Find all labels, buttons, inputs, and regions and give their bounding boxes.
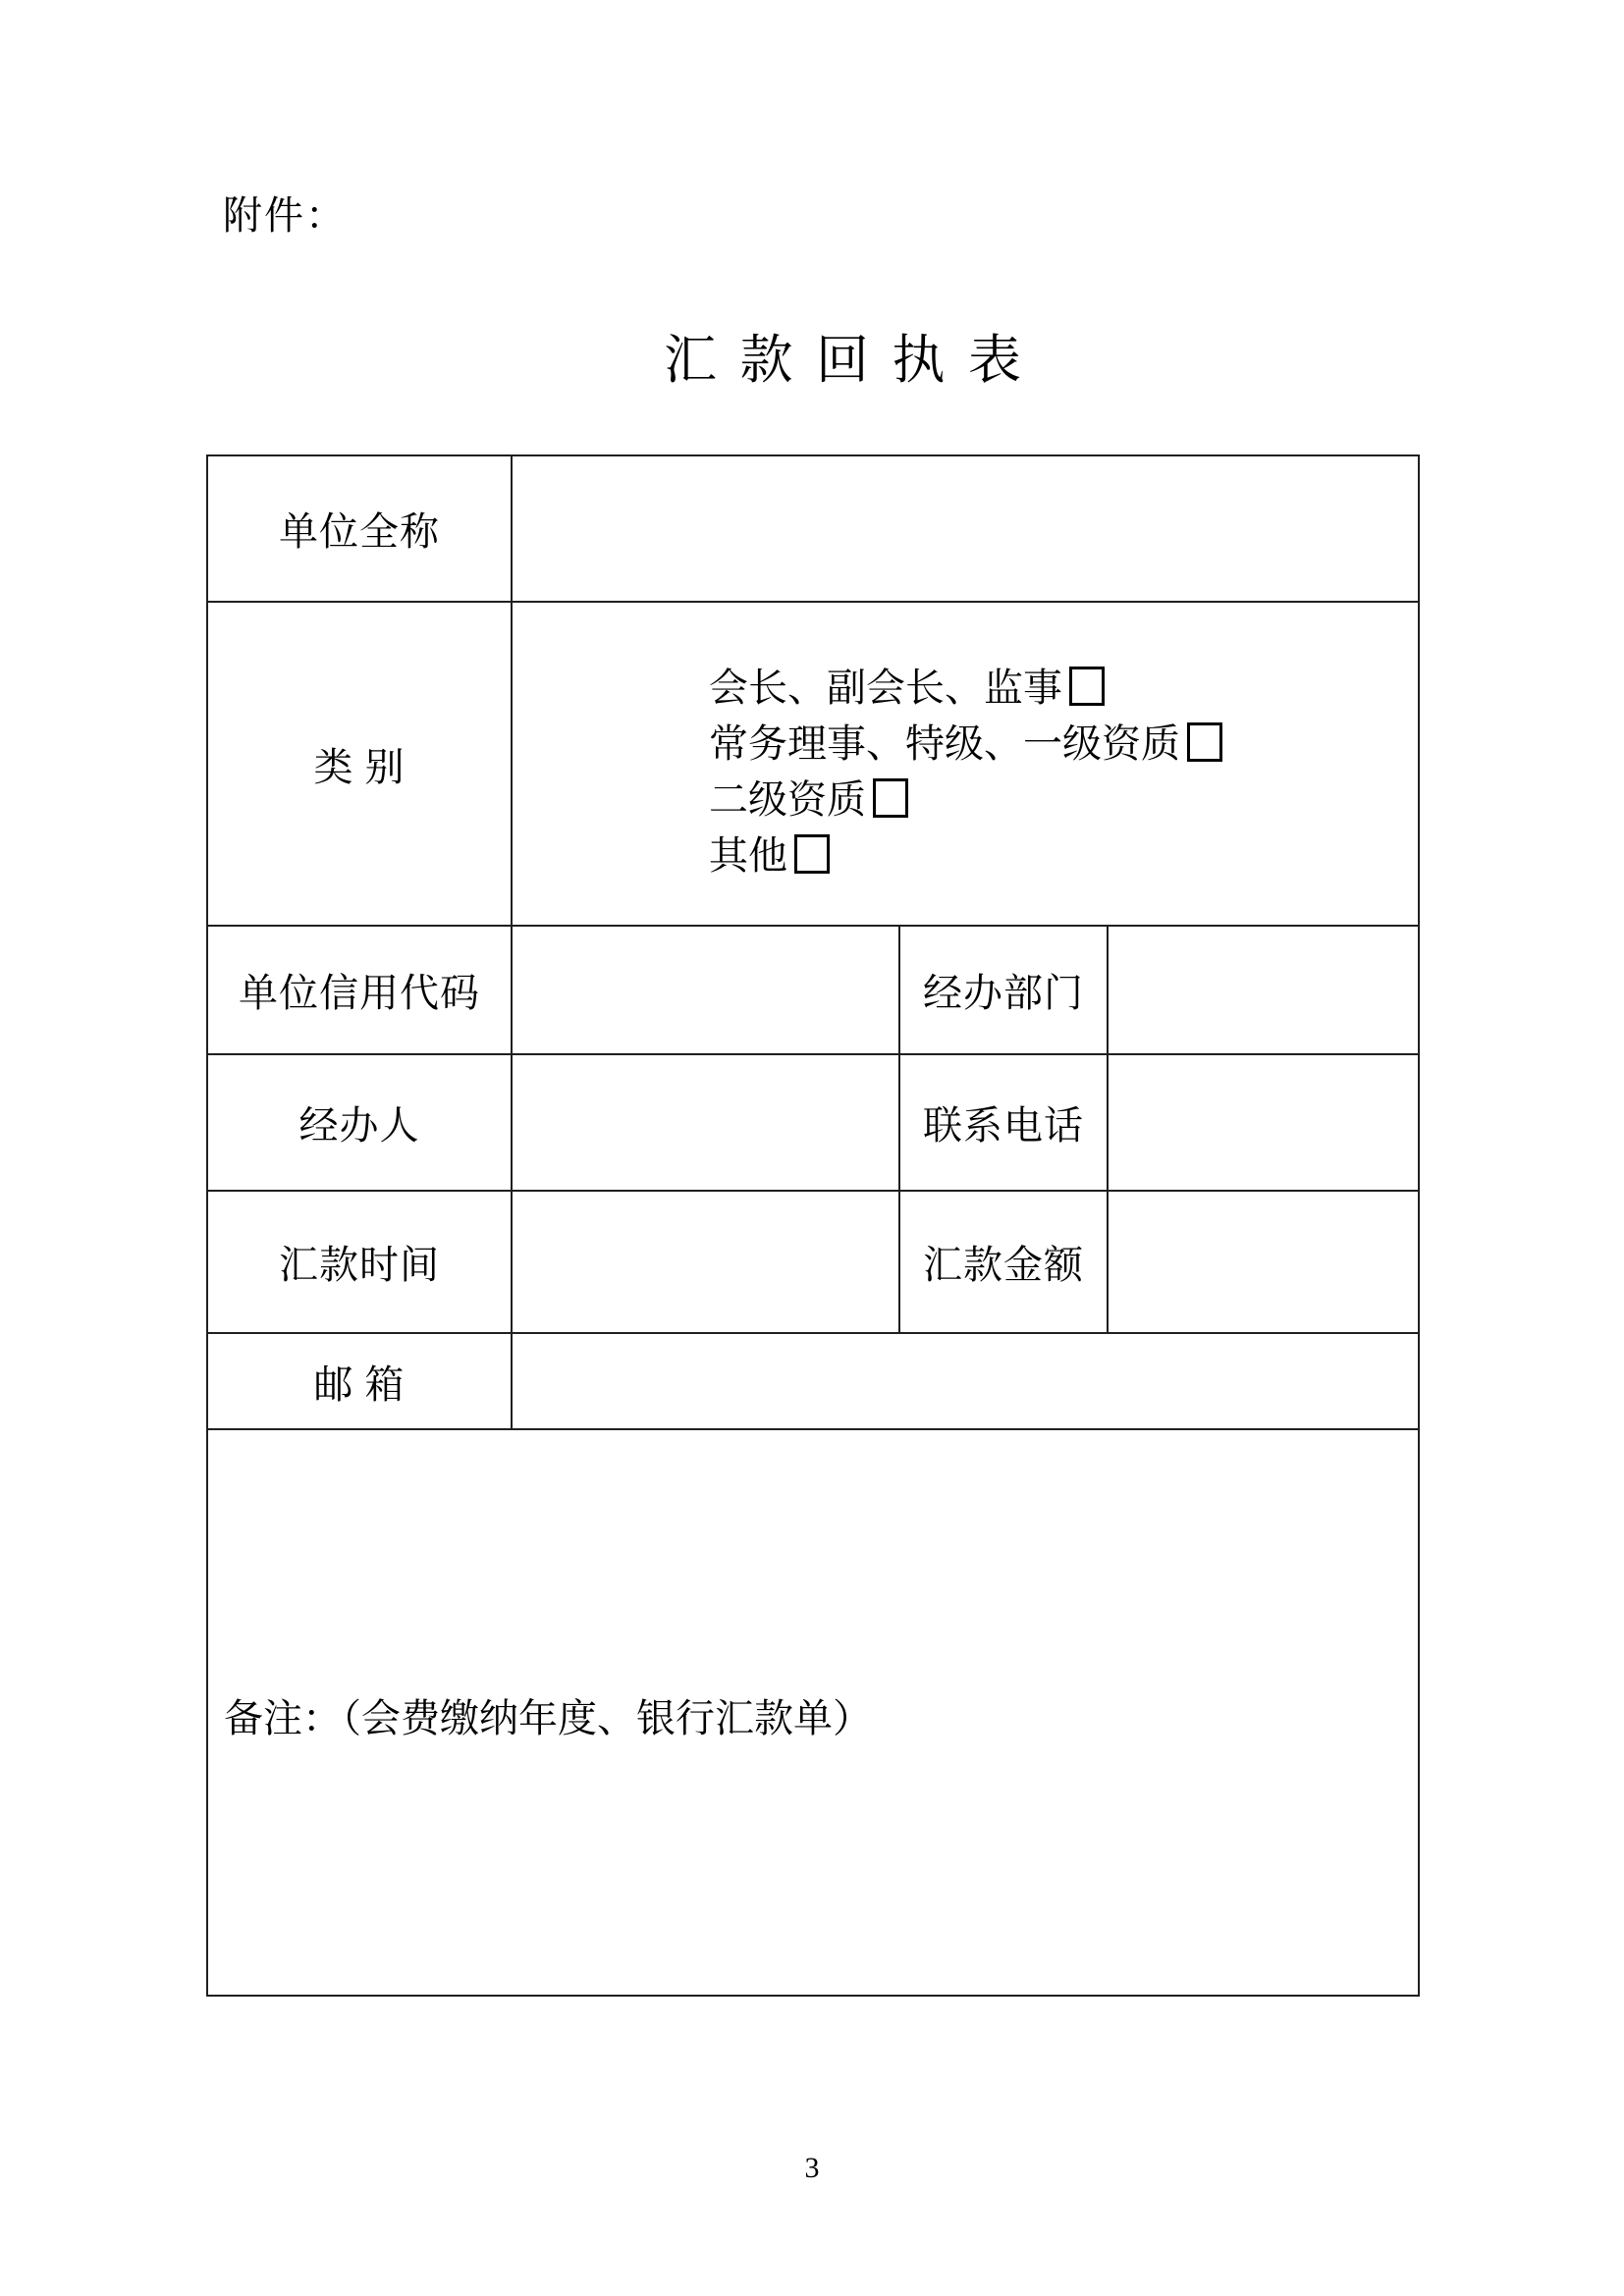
category-option-4-label: 其他 [709,833,787,878]
checkbox-icon[interactable] [794,834,830,874]
handler-label: 经办人 [207,1054,512,1191]
checkbox-icon[interactable] [873,778,908,818]
category-label: 类 别 [207,602,512,926]
table-row [207,1191,1419,1333]
credit-code-value-cell[interactable] [512,926,899,1054]
table-row [207,1054,1419,1191]
remit-time-value-cell[interactable] [512,1191,899,1333]
remit-amount-label: 汇款金额 [899,1191,1108,1333]
remarks-label: 备注：（会费缴纳年度、银行汇款单） [224,1695,872,1740]
attachment-label: 附件： [223,193,347,238]
page-title: 汇 款 回 执 表 [664,331,1026,390]
handling-dept-value-cell[interactable] [1108,926,1419,1054]
checkbox-icon[interactable] [1187,722,1222,762]
table-row [207,602,1419,926]
remarks-cell[interactable] [207,1429,1419,1996]
remit-time-label: 汇款时间 [207,1191,512,1333]
email-label: 邮 箱 [207,1333,512,1429]
credit-code-label: 单位信用代码 [207,926,512,1054]
category-option-3 [709,772,1398,828]
table-row [207,1429,1419,1996]
phone-value-cell[interactable] [1108,1054,1419,1191]
email-value-cell[interactable] [512,1333,1419,1429]
category-option-2-label: 常务理事、特级、一级资质 [709,721,1180,766]
category-option-2 [709,716,1398,772]
remittance-form-table [206,454,1420,1997]
remit-amount-value-cell[interactable] [1108,1191,1419,1333]
page-number: 3 [804,2152,820,2184]
handling-dept-label: 经办部门 [899,926,1108,1054]
category-options-cell [512,602,1419,926]
unit-name-label: 单位全称 [207,455,512,602]
category-option-3-label: 二级资质 [709,777,866,822]
category-option-1 [709,660,1398,716]
unit-name-value-cell[interactable] [512,455,1419,602]
phone-label: 联系电话 [899,1054,1108,1191]
category-option-4 [709,828,1398,883]
table-row [207,1333,1419,1429]
table-row [207,455,1419,602]
category-option-1-label: 会长、副会长、监事 [709,666,1062,710]
table-row [207,926,1419,1054]
handler-value-cell[interactable] [512,1054,899,1191]
checkbox-icon[interactable] [1069,667,1105,706]
